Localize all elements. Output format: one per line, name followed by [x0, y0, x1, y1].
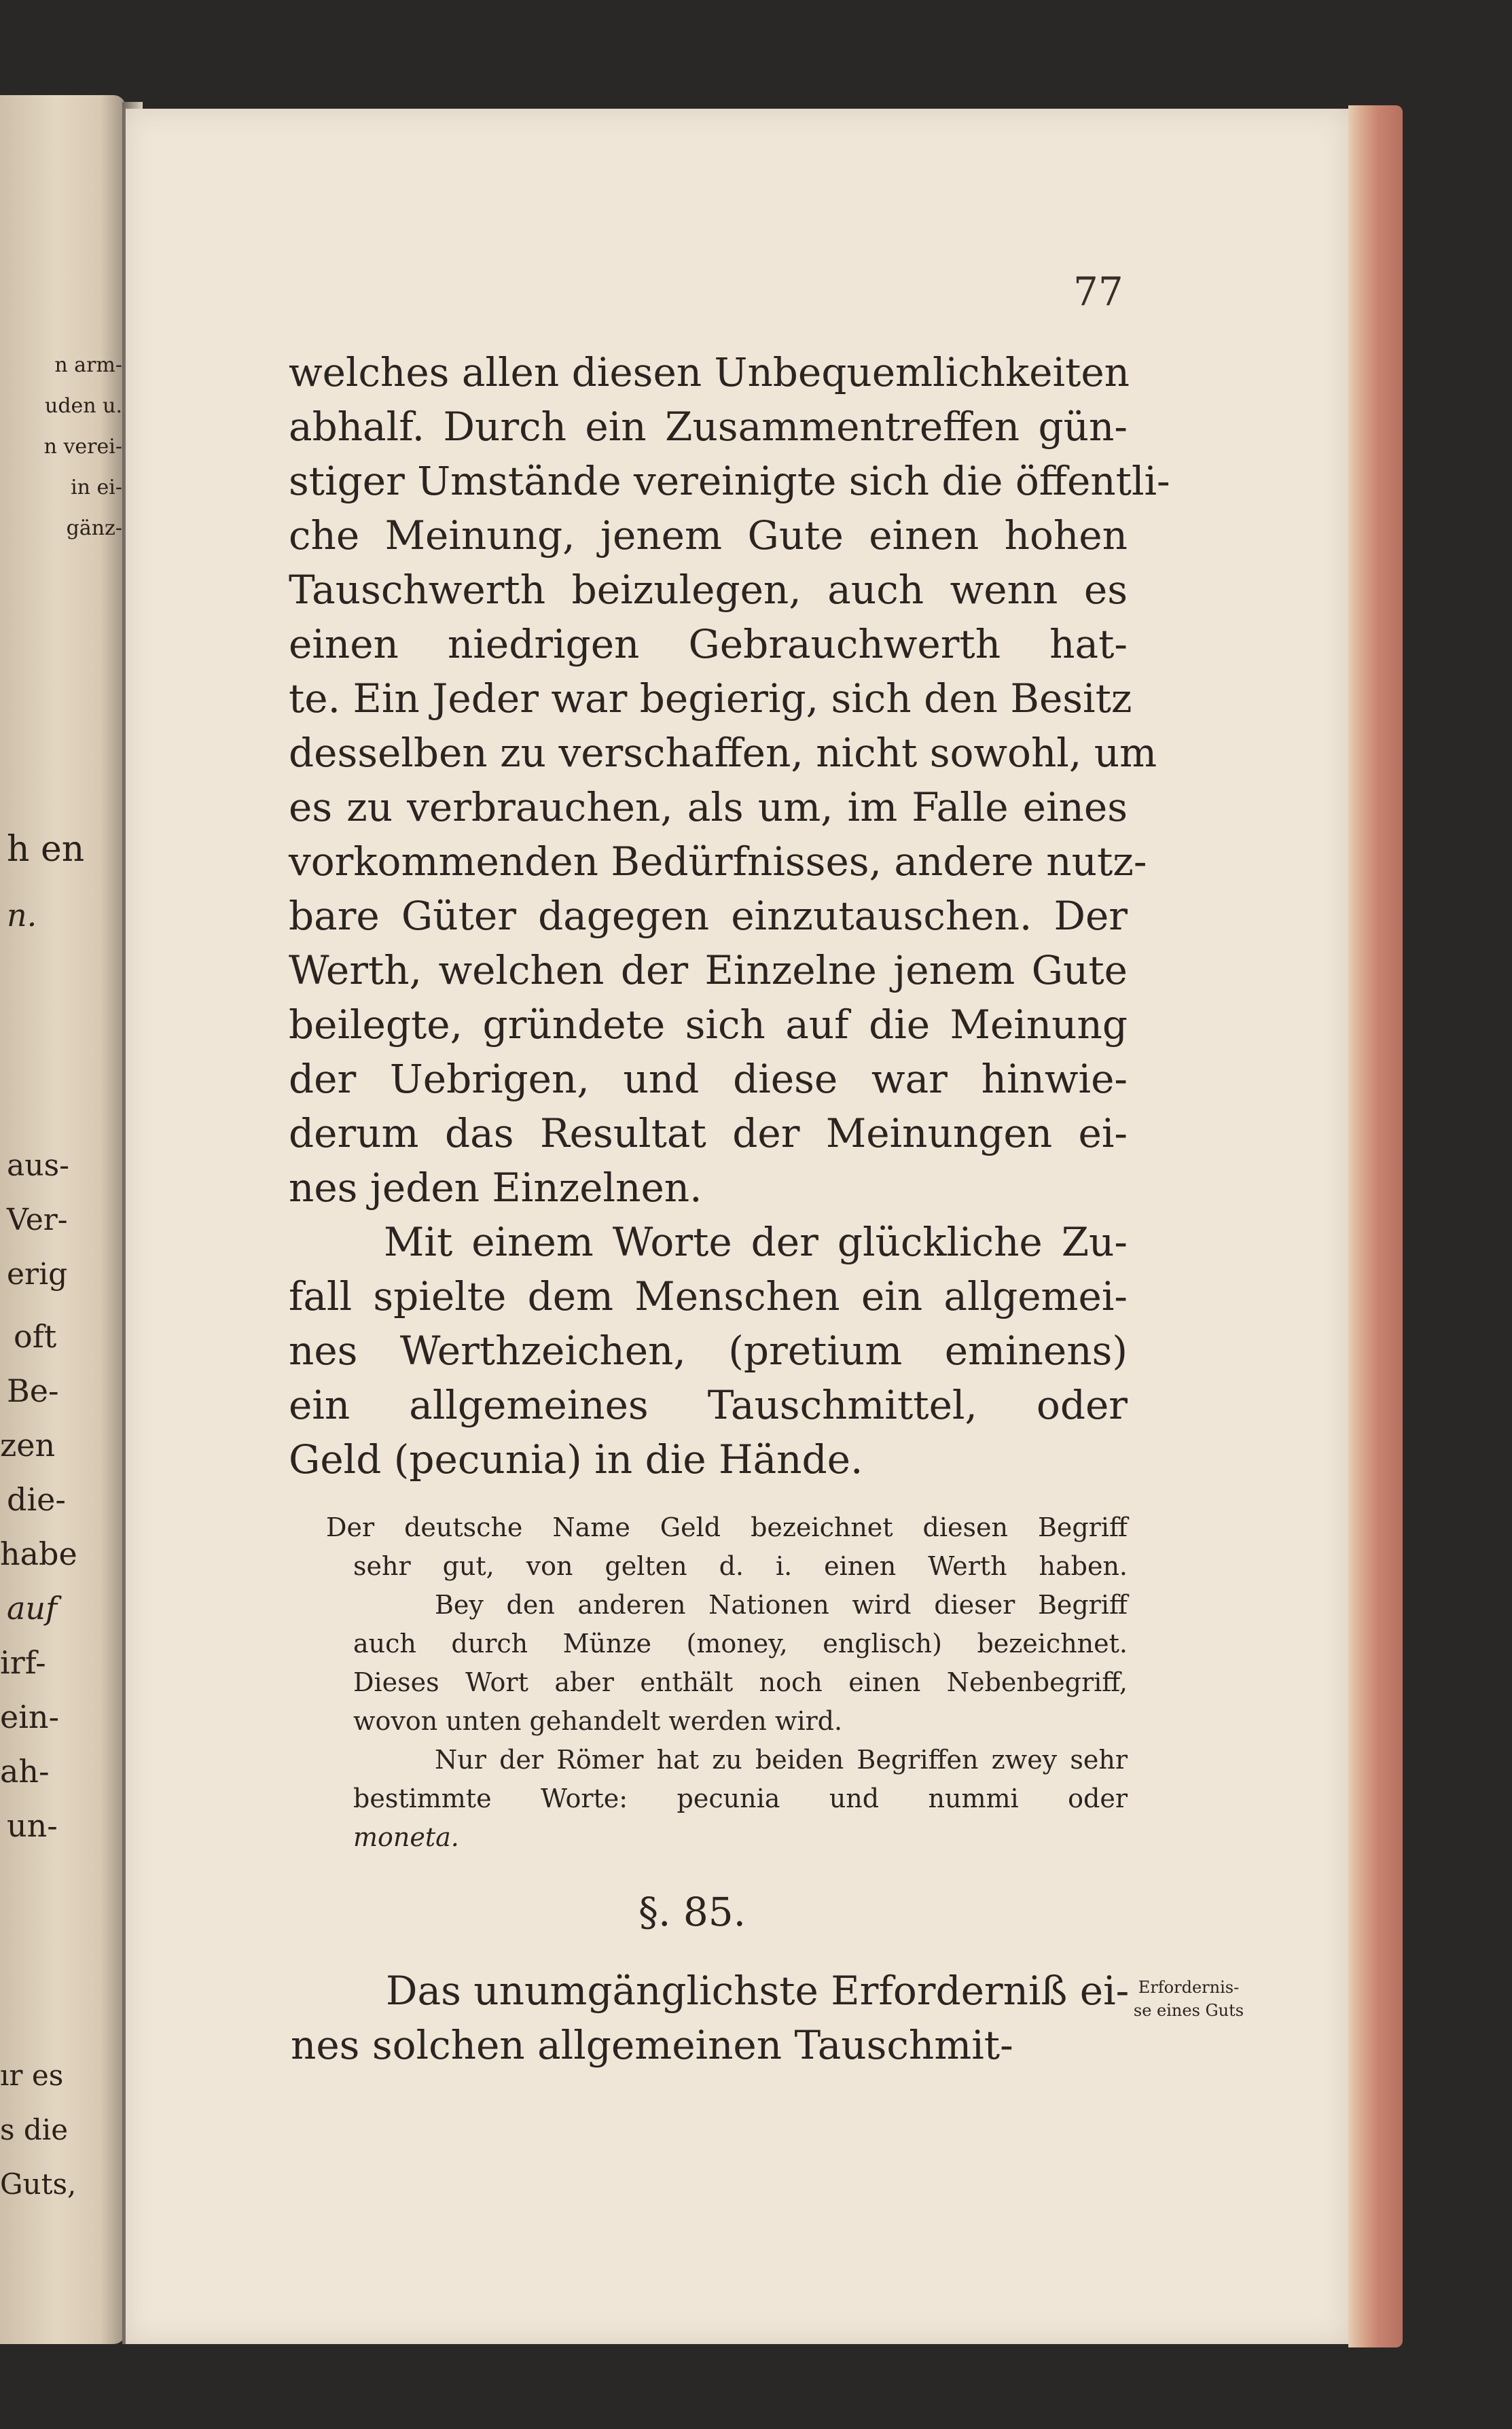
text-line: einen niedrigen Gebrauchwerth hat- [289, 621, 1128, 667]
text-line: der Uebrigen, und diese war hinwie- [289, 1056, 1128, 1102]
left-fragment: Be- [7, 1372, 59, 1409]
left-fragment: un- [7, 1807, 58, 1844]
left-fragment: ah- [0, 1753, 50, 1790]
text-line: fall spielte dem Menschen ein allgemei- [289, 1273, 1128, 1319]
note-line: Der deutsche Name Geld bezeichnet diesen Begriff [326, 1512, 1128, 1542]
note-line: auch durch Münze (money, englisch) bezeichnet. [353, 1629, 1128, 1659]
text-line: bare Güter dagegen einzutauschen. Der [289, 893, 1128, 939]
text-line: ein allgemeines Tauschmittel, oder [289, 1382, 1128, 1428]
marginal-line: se eines Guts [1133, 2001, 1244, 2020]
left-fragment: h en [7, 829, 85, 870]
note-line: Dieses Wort aber enthält noch einen Nebenbegriff, [353, 1667, 1128, 1697]
text-line: Werth, welchen der Einzelne jenem Gute [289, 947, 1128, 993]
text-line: nes jeden Einzelnen. [289, 1165, 702, 1211]
text-line: Tauschwerth beizulegen, auch wenn es [289, 567, 1128, 613]
text-line: Das unumgänglichste Erforderniß ei- [386, 1968, 1130, 2014]
text-line: Geld (pecunia) in die Hände. [289, 1436, 863, 1483]
text-line: che Meinung, jenem Gute einen hohen [289, 512, 1128, 559]
marginal-note [1128, 1976, 1250, 2022]
text-line: es zu verbrauchen, als um, im Falle eines [289, 784, 1128, 830]
left-fragment: die- [7, 1481, 66, 1518]
left-fragment: n. [7, 897, 37, 934]
page-edge [1348, 105, 1403, 2347]
text-line: desselben zu verschaffen, nicht sowohl, um [289, 730, 1157, 776]
note-line: moneta. [353, 1822, 459, 1852]
left-fragment: n arm- [54, 353, 122, 377]
left-fragment: Ver- [7, 1203, 68, 1237]
left-fragment: irf- [0, 1644, 46, 1681]
left-fragment: auf [7, 1590, 58, 1627]
note-line: bestimmte Worte: pecunia und nummi oder [353, 1784, 1128, 1813]
left-fragment: in ei- [71, 476, 122, 499]
section-heading: §. 85. [638, 1889, 746, 1935]
left-fragment: habe [0, 1536, 77, 1572]
main-text [289, 345, 1170, 1487]
left-fragment: gänz- [66, 516, 122, 540]
left-fragment: s die [0, 2113, 69, 2146]
footnote-block [326, 1508, 1128, 1857]
left-fragment: aus- [7, 1148, 70, 1183]
text-line: stiger Umstände vereinigte sich die öffentli- [289, 458, 1170, 504]
left-fragment: ır es [0, 2059, 64, 2092]
text-line: derum das Resultat der Meinungen ei- [289, 1110, 1128, 1156]
left-fragment: Guts, [0, 2167, 77, 2201]
note-line: wovon unten gehandelt werden wird. [353, 1706, 843, 1736]
left-fragment: zen [0, 1427, 56, 1464]
marginal-line: Erfordernis- [1138, 1978, 1240, 1997]
left-fragment: n verei- [43, 435, 122, 459]
text-line: beilegte, gründete sich auf die Meinung [289, 1001, 1128, 1048]
left-fragment: erig [7, 1257, 68, 1292]
note-line: Bey den anderen Nationen wird dieser Begriff [435, 1590, 1128, 1620]
text-line: vorkommenden Bedürfnisses, andere nutz- [289, 838, 1147, 885]
left-fragment: ein- [0, 1699, 60, 1735]
note-line: Nur der Römer hat zu beiden Begriffen zwey sehr [435, 1745, 1128, 1775]
previous-page-sliver [0, 95, 126, 2344]
page-number: 77 [1073, 268, 1123, 315]
text-line: te. Ein Jeder war begierig, sich den Besitz [289, 675, 1132, 722]
text-line: welches allen diesen Unbequemlichkeiten [289, 349, 1130, 395]
text-line: nes solchen allgemeinen Tauschmit- [291, 2022, 1013, 2068]
left-fragment: uden u. [45, 394, 122, 418]
text-line: abhalf. Durch ein Zusammentreffen gün- [289, 404, 1128, 450]
note-line: sehr gut, von gelten d. i. einen Werth haben. [353, 1551, 1128, 1581]
left-fragment: oft [14, 1318, 57, 1355]
section-text [291, 1964, 1128, 2072]
text-line: Mit einem Worte der glückliche Zu- [384, 1219, 1128, 1265]
text-line: nes Werthzeichen, (pretium eminens) [289, 1328, 1128, 1374]
